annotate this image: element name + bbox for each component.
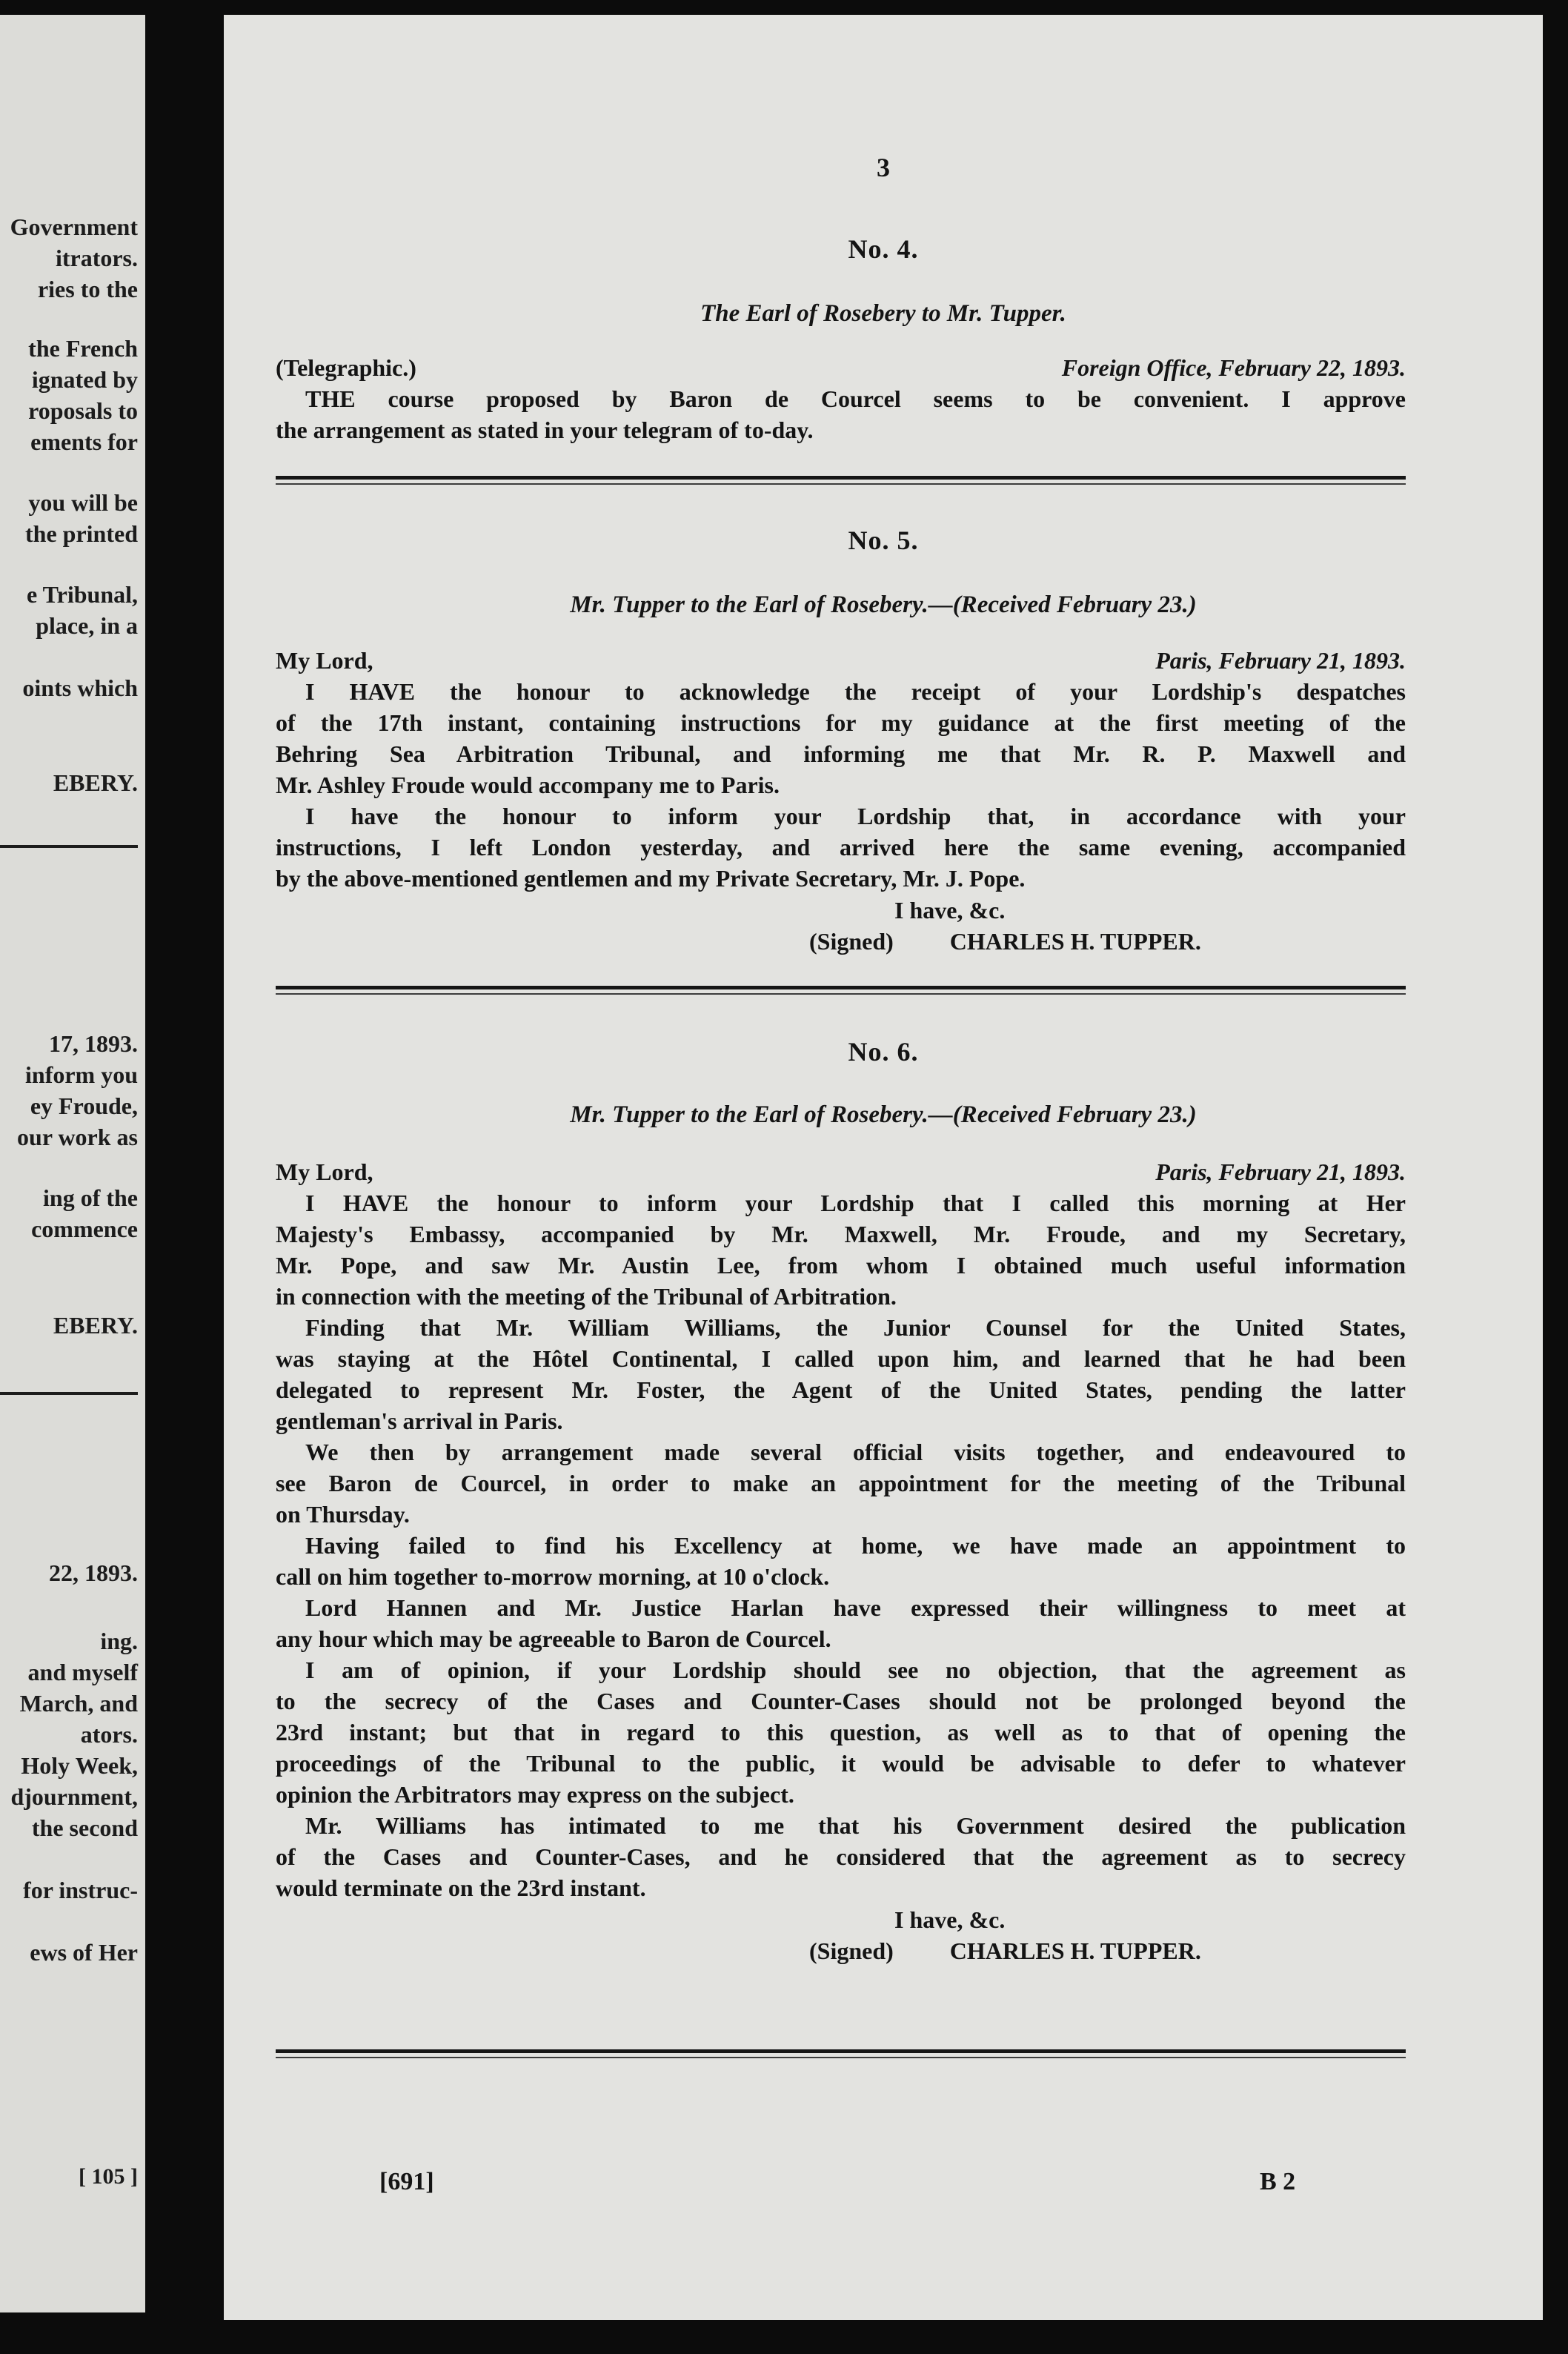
section-rule — [276, 2049, 1406, 2053]
left-line: place, in a — [36, 612, 138, 639]
paragraph-line: Having failed to find his Excellency at home, we have made an appointment to — [305, 1532, 1406, 1559]
paragraph-line: I am of opinion, if your Lordship should see no objection, that the agreement as — [305, 1657, 1406, 1683]
section-rule-thin — [276, 483, 1406, 485]
left-line: ators. — [80, 1721, 138, 1748]
paragraph-line: see Baron de Courcel, in order to make an appointment for the meeting of the Tribunal — [276, 1470, 1406, 1496]
paragraph-line: was staying at the Hôtel Continental, I called upon him, and learned that he had been — [276, 1345, 1406, 1372]
document-number-4: No. 4. — [848, 234, 919, 264]
paragraph-line: of the Cases and Counter-Cases, and he considered that the agreement as to secrecy — [276, 1843, 1406, 1870]
salutation: My Lord, — [276, 647, 373, 674]
paragraph-line: I have the honour to inform your Lordship that, in accordance with your — [305, 803, 1406, 829]
paragraph-line: gentleman's arrival in Paris. — [276, 1408, 563, 1434]
paragraph-line: 23rd instant; but that in regard to this question, as well as to that of opening the — [276, 1719, 1406, 1745]
left-line: ing. — [100, 1628, 138, 1654]
paragraph-line: would terminate on the 23rd instant. — [276, 1874, 646, 1901]
place-date: Foreign Office, February 22, 1893. — [1061, 354, 1406, 381]
left-line: our work as — [17, 1124, 138, 1150]
left-line: e Tribunal, — [27, 581, 138, 608]
paragraph-line: call on him together to-morrow morning, at 10 o'clock. — [276, 1563, 830, 1590]
left-line: ews of Her — [30, 1939, 138, 1966]
section-rule-thin — [276, 993, 1406, 995]
left-line: ey Froude, — [30, 1093, 138, 1119]
left-rule — [0, 1392, 138, 1395]
paragraph-line: Finding that Mr. William Williams, the Junior Counsel for the United States, — [305, 1314, 1406, 1341]
paragraph-line: Mr. Ashley Froude would accompany me to Paris. — [276, 772, 780, 798]
document-heading-5: Mr. Tupper to the Earl of Rosebery.—(Received February 23.) — [570, 591, 1197, 618]
paragraph-line: of the 17th instant, containing instructions for my guidance at the first meeting of the — [276, 709, 1406, 736]
paragraph-line: Majesty's Embassy, accompanied by Mr. Maxwell, Mr. Froude, and my Secretary, — [276, 1221, 1406, 1247]
paragraph-line: to the secrecy of the Cases and Counter-Cases should not be prolonged beyond the — [276, 1688, 1406, 1714]
page-number: 3 — [877, 153, 890, 182]
left-rule — [0, 845, 138, 848]
paragraph-line: I HAVE the honour to acknowledge the receipt of your Lordship's despatches — [305, 678, 1406, 705]
paragraph-line: in connection with the meeting of the Tribunal of Arbitration. — [276, 1283, 897, 1310]
document-5-body — [276, 645, 1406, 894]
left-line: EBERY. — [53, 769, 138, 796]
salutation: My Lord, — [276, 1158, 373, 1185]
left-line: March, and — [19, 1690, 138, 1717]
paragraph-line: opinion the Arbitrators may express on the subject. — [276, 1781, 794, 1808]
paragraph-line: delegated to represent Mr. Foster, the Agent of the United States, pending the latter — [276, 1376, 1406, 1403]
left-line: 22, 1893. — [49, 1559, 138, 1586]
signer: CHARLES H. TUPPER. — [949, 928, 1201, 955]
paragraph-line: the arrangement as stated in your telegram of to-day. — [276, 417, 814, 443]
document-4-body — [276, 352, 1406, 445]
left-line: ries to the — [37, 276, 138, 302]
document-number-6: No. 6. — [848, 1037, 919, 1067]
paragraph-line: Mr. Pope, and saw Mr. Austin Lee, from whom I obtained much useful information — [276, 1252, 1406, 1279]
left-line: Government — [10, 213, 138, 240]
left-line: for instruc- — [23, 1877, 138, 1903]
left-line: roposals to — [28, 397, 138, 424]
left-line: 17, 1893. — [49, 1030, 138, 1057]
left-line: oints which — [22, 674, 138, 701]
place-date: Paris, February 21, 1893. — [1155, 1158, 1406, 1185]
paragraph-line: Lord Hannen and Mr. Justice Harlan have expressed their willingness to meet at — [305, 1594, 1406, 1621]
closing: I have, &c. — [894, 897, 1006, 924]
section-rule — [276, 476, 1406, 480]
left-line: you will be — [28, 489, 138, 516]
left-line: ing of the — [43, 1184, 138, 1211]
signed-label: (Signed) — [809, 1937, 894, 1964]
left-line: commence — [31, 1216, 138, 1242]
left-line: the second — [31, 1814, 138, 1841]
signature-line — [224, 1937, 1543, 1965]
telegraphic-label: (Telegraphic.) — [276, 354, 416, 381]
signer: CHARLES H. TUPPER. — [949, 1937, 1201, 1964]
left-line: Holy Week, — [21, 1752, 138, 1779]
left-line: inform you — [25, 1061, 138, 1088]
paragraph-line: We then by arrangement made several official visits together, and endeavoured to — [305, 1439, 1406, 1465]
left-line: EBERY. — [53, 1312, 138, 1339]
print-signature-number: [691] — [379, 2168, 434, 2195]
place-date: Paris, February 21, 1893. — [1155, 647, 1406, 674]
paragraph-line: any hour which may be agreeable to Baron de Courcel. — [276, 1625, 831, 1652]
section-rule — [276, 986, 1406, 989]
paragraph-line: I HAVE the honour to inform your Lordship that I called this morning at Her — [305, 1190, 1406, 1216]
document-6-body — [276, 1156, 1406, 1903]
signed-label: (Signed) — [809, 928, 894, 955]
paragraph-line: Mr. Williams has intimated to me that his Government desired the publication — [305, 1812, 1406, 1839]
left-line: ements for — [30, 428, 138, 455]
left-line: and myself — [27, 1659, 138, 1685]
left-page-strip — [0, 15, 145, 2312]
document-heading-4: The Earl of Rosebery to Mr. Tupper. — [700, 300, 1066, 327]
left-line: the French — [28, 335, 138, 362]
paragraph-line: Behring Sea Arbitration Tribunal, and informing me that Mr. R. P. Maxwell and — [276, 740, 1406, 767]
section-rule-thin — [276, 2057, 1406, 2058]
closing: I have, &c. — [894, 1906, 1006, 1933]
paragraph-line: THE course proposed by Baron de Courcel seems to be convenient. I approve — [305, 385, 1406, 412]
left-line: ignated by — [31, 366, 138, 393]
paragraph-line: proceedings of the Tribunal to the public, it would be advisable to defer to whatever — [276, 1750, 1406, 1777]
left-line: itrators. — [55, 245, 138, 271]
left-line: the printed — [25, 520, 138, 547]
signature-line — [224, 928, 1543, 955]
left-line: djournment, — [10, 1783, 138, 1810]
document-page — [224, 15, 1543, 2320]
paragraph-line: by the above-mentioned gentlemen and my Private Secretary, Mr. J. Pope. — [276, 865, 1026, 892]
document-heading-6: Mr. Tupper to the Earl of Rosebery.—(Received February 23.) — [570, 1101, 1197, 1128]
left-page-margin-number: [ 105 ] — [79, 2164, 138, 2189]
paragraph-line: instructions, I left London yesterday, and arrived here the same evening, accompanied — [276, 834, 1406, 861]
document-number-5: No. 5. — [848, 525, 919, 555]
paragraph-line: on Thursday. — [276, 1501, 410, 1528]
signature-mark: B 2 — [1260, 2168, 1296, 2195]
